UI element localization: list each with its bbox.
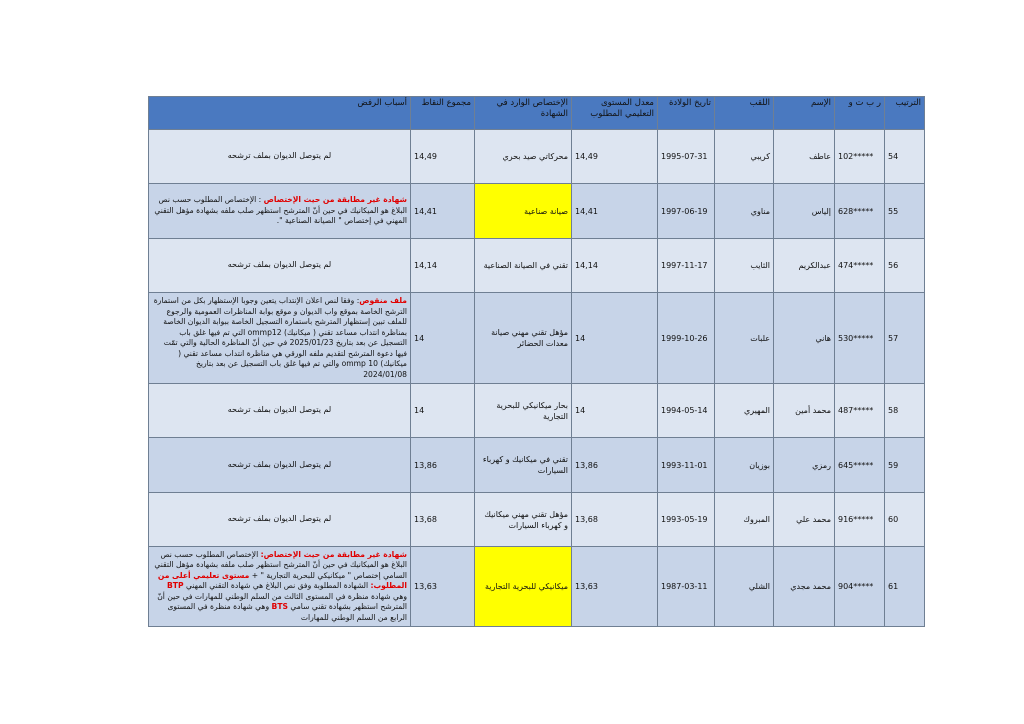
surname-cell: كريبي [715,130,774,184]
total-points-cell: 14,49 [411,130,475,184]
specialty-cell: ميكانيكي للبحرية التجارية [475,547,572,627]
specialty-cell: تقني في ميكانيك و كهرباء السيارات [475,438,572,493]
candidates-table [148,96,925,627]
specialty-cell: بحار ميكانيكي للبحرية التجارية [475,384,572,438]
reason-cell [149,130,411,184]
reason-text: لم يتوصل الديوان بملف ترشحه [227,514,332,524]
reason-cell [149,239,411,293]
specialty-cell: صيانة صناعية [475,184,572,239]
reason-text: لم يتوصل الديوان بملف ترشحه [227,151,332,161]
surname-cell: الشلي [715,547,774,627]
reason-highlight: BTP [166,581,184,591]
reason-text: لم يتوصل الديوان بملف ترشحه [227,260,332,270]
reason-highlight: شهادة غير مطابقة من حيث الإختصاص [263,195,407,205]
id-cell: 628***** [835,184,885,239]
surname-cell: المبروك [715,493,774,547]
reason-cell [149,438,411,493]
table-row [149,384,925,438]
average-cell: 14 [572,384,658,438]
birth-date-cell: 1993-05-19 [658,493,715,547]
rank-cell: 57 [885,293,925,384]
reason-text: لم يتوصل الديوان بملف ترشحه [227,405,332,415]
header-specialty: الإختصاص الوارد في الشهادة [475,97,572,130]
specialty-cell: محركاتي صيد بحري [475,130,572,184]
id-cell: 916***** [835,493,885,547]
rank-cell: 60 [885,493,925,547]
table-header-row [149,97,925,130]
average-cell: 13,68 [572,493,658,547]
birth-date-cell: 1994-05-14 [658,384,715,438]
name-cell: محمد مجدي [774,547,835,627]
reason-text: الإختصاص المطلوب حسب نص البلاغ هو الميكانيك في حين أنّ المترشح استظهر صلب ملفه بشهادة مؤهل التقني السامي إختصاص " ميكانيكي للبحرية التجارية " + [154,549,407,580]
total-points-cell: 13,86 [411,438,475,493]
header-birth-date: تاريخ الولادة [658,97,715,130]
surname-cell: علبات [715,293,774,384]
reason-highlight: شهادة غير مطابقة من حيث الإختصاص: [260,549,407,559]
rank-cell: 61 [885,547,925,627]
surname-cell: الثايب [715,239,774,293]
id-cell: 474***** [835,239,885,293]
birth-date-cell: 1995-07-31 [658,130,715,184]
total-points-cell: 13,68 [411,493,475,547]
birth-date-cell: 1997-11-17 [658,239,715,293]
name-cell: عبدالكريم [774,239,835,293]
average-cell: 13,86 [572,438,658,493]
average-cell: 14,49 [572,130,658,184]
specialty-cell: تقني في الصيانة الصناعية [475,239,572,293]
header-total-points: مجموع النقاط [411,97,475,130]
reason-cell [149,184,411,239]
specialty-cell: مؤهل تقني مهني صيانة معدات الحضائر [475,293,572,384]
header-rejection-reasons: أسباب الرفض [149,97,411,130]
total-points-cell: 13,63 [411,547,475,627]
table-row [149,438,925,493]
header-name: الإسم [774,97,835,130]
average-cell: 13,63 [572,547,658,627]
header-required-average: معدل المستوى التعليمي المطلوب [572,97,658,130]
header-surname: اللقب [715,97,774,130]
reason-text: وهي شهادة منظرة في المستوى الثالث من السلم الوطني للمهارات في حين أنّ المترشح استظهر بشهادة تقني سامي [157,591,407,612]
name-cell: عاطف [774,130,835,184]
reason-highlight: BTS [271,602,288,612]
name-cell: محمد علي [774,493,835,547]
birth-date-cell: 1999-10-26 [658,293,715,384]
surname-cell: المهيري [715,384,774,438]
reason-text: لم يتوصل الديوان بملف ترشحه [227,459,332,469]
reason-text: الشهادة المطلوبة وفق نص البلاغ هي شهادة التقني المهني [183,581,371,591]
specialty-cell: مؤهل تقني مهني ميكانيك و كهرباء السيارات [475,493,572,547]
reason-cell [149,293,411,384]
rank-cell: 56 [885,239,925,293]
total-points-cell: 14,41 [411,184,475,239]
total-points-cell: 14 [411,384,475,438]
surname-cell: مناوي [715,184,774,239]
table-row [149,130,925,184]
reason-highlight: مستوى تعليمي أعلى من المطلوب: [157,570,407,591]
id-cell: 487***** [835,384,885,438]
table-row [149,547,925,627]
reason-cell [149,547,411,627]
name-cell: رمزي [774,438,835,493]
id-cell: 645***** [835,438,885,493]
rank-cell: 54 [885,130,925,184]
birth-date-cell: 1987-03-11 [658,547,715,627]
surname-cell: بوزيان [715,438,774,493]
reason-text: وهي شهادة منظرة في المستوى الرابع من السلم الوطني للمهارات [167,602,407,622]
name-cell: إلياس [774,184,835,239]
total-points-cell: 14,14 [411,239,475,293]
rank-cell: 58 [885,384,925,438]
birth-date-cell: 1993-11-01 [658,438,715,493]
table-row [149,239,925,293]
reason-text: : وفقا لنص اعلان الإنتداب يتعين وجوبا الإستظهار بكل من استمارة الترشح الخاصة بموقع واب الديوان و موقع بوابة المناظرات العمومية والرجوع للملف تبين إستظهار المترشح باستمارة التسجيل الخاصة ببوابة الديوان الخاصة بمناظرة انتداب مساعد تقني ( ميكانيك) ommp12 التي تم فيها غلق باب التسجيل عن بعد بتاريخ 2025/01/23 في حين أنّ المناظرة الحالية والتي تمّت فيها دعوة المترشح لتقديم ملفه الورقي هي مناظرة انتداب مساعد تقني ( ميكانيك) ommp 10 والتي تم فيها غلق باب التسجيل عن بعد بتاريخ 2024/01/08 [153,296,407,379]
table-row [149,293,925,384]
id-cell: 530***** [835,293,885,384]
average-cell: 14,41 [572,184,658,239]
average-cell: 14,14 [572,239,658,293]
table-row [149,184,925,239]
name-cell: هاني [774,293,835,384]
reason-text: : الإختصاص المطلوب حسب نص البلاغ هو الميكانيك في حين أنّ المترشح استظهر صلب ملفه بشهادة مؤهل التقني المهني في إختصاص " الصيانة الصناعية ". [154,195,407,226]
average-cell: 14 [572,293,658,384]
header-rank: الترتيب [885,97,925,130]
rank-cell: 59 [885,438,925,493]
id-cell: 102***** [835,130,885,184]
reason-highlight: ملف منقوص [359,296,407,305]
reason-cell [149,493,411,547]
birth-date-cell: 1997-06-19 [658,184,715,239]
header-id: ر ب ت و [835,97,885,130]
name-cell: محمد أمين [774,384,835,438]
id-cell: 904***** [835,547,885,627]
total-points-cell: 14 [411,293,475,384]
table-row [149,493,925,547]
rank-cell: 55 [885,184,925,239]
reason-cell [149,384,411,438]
